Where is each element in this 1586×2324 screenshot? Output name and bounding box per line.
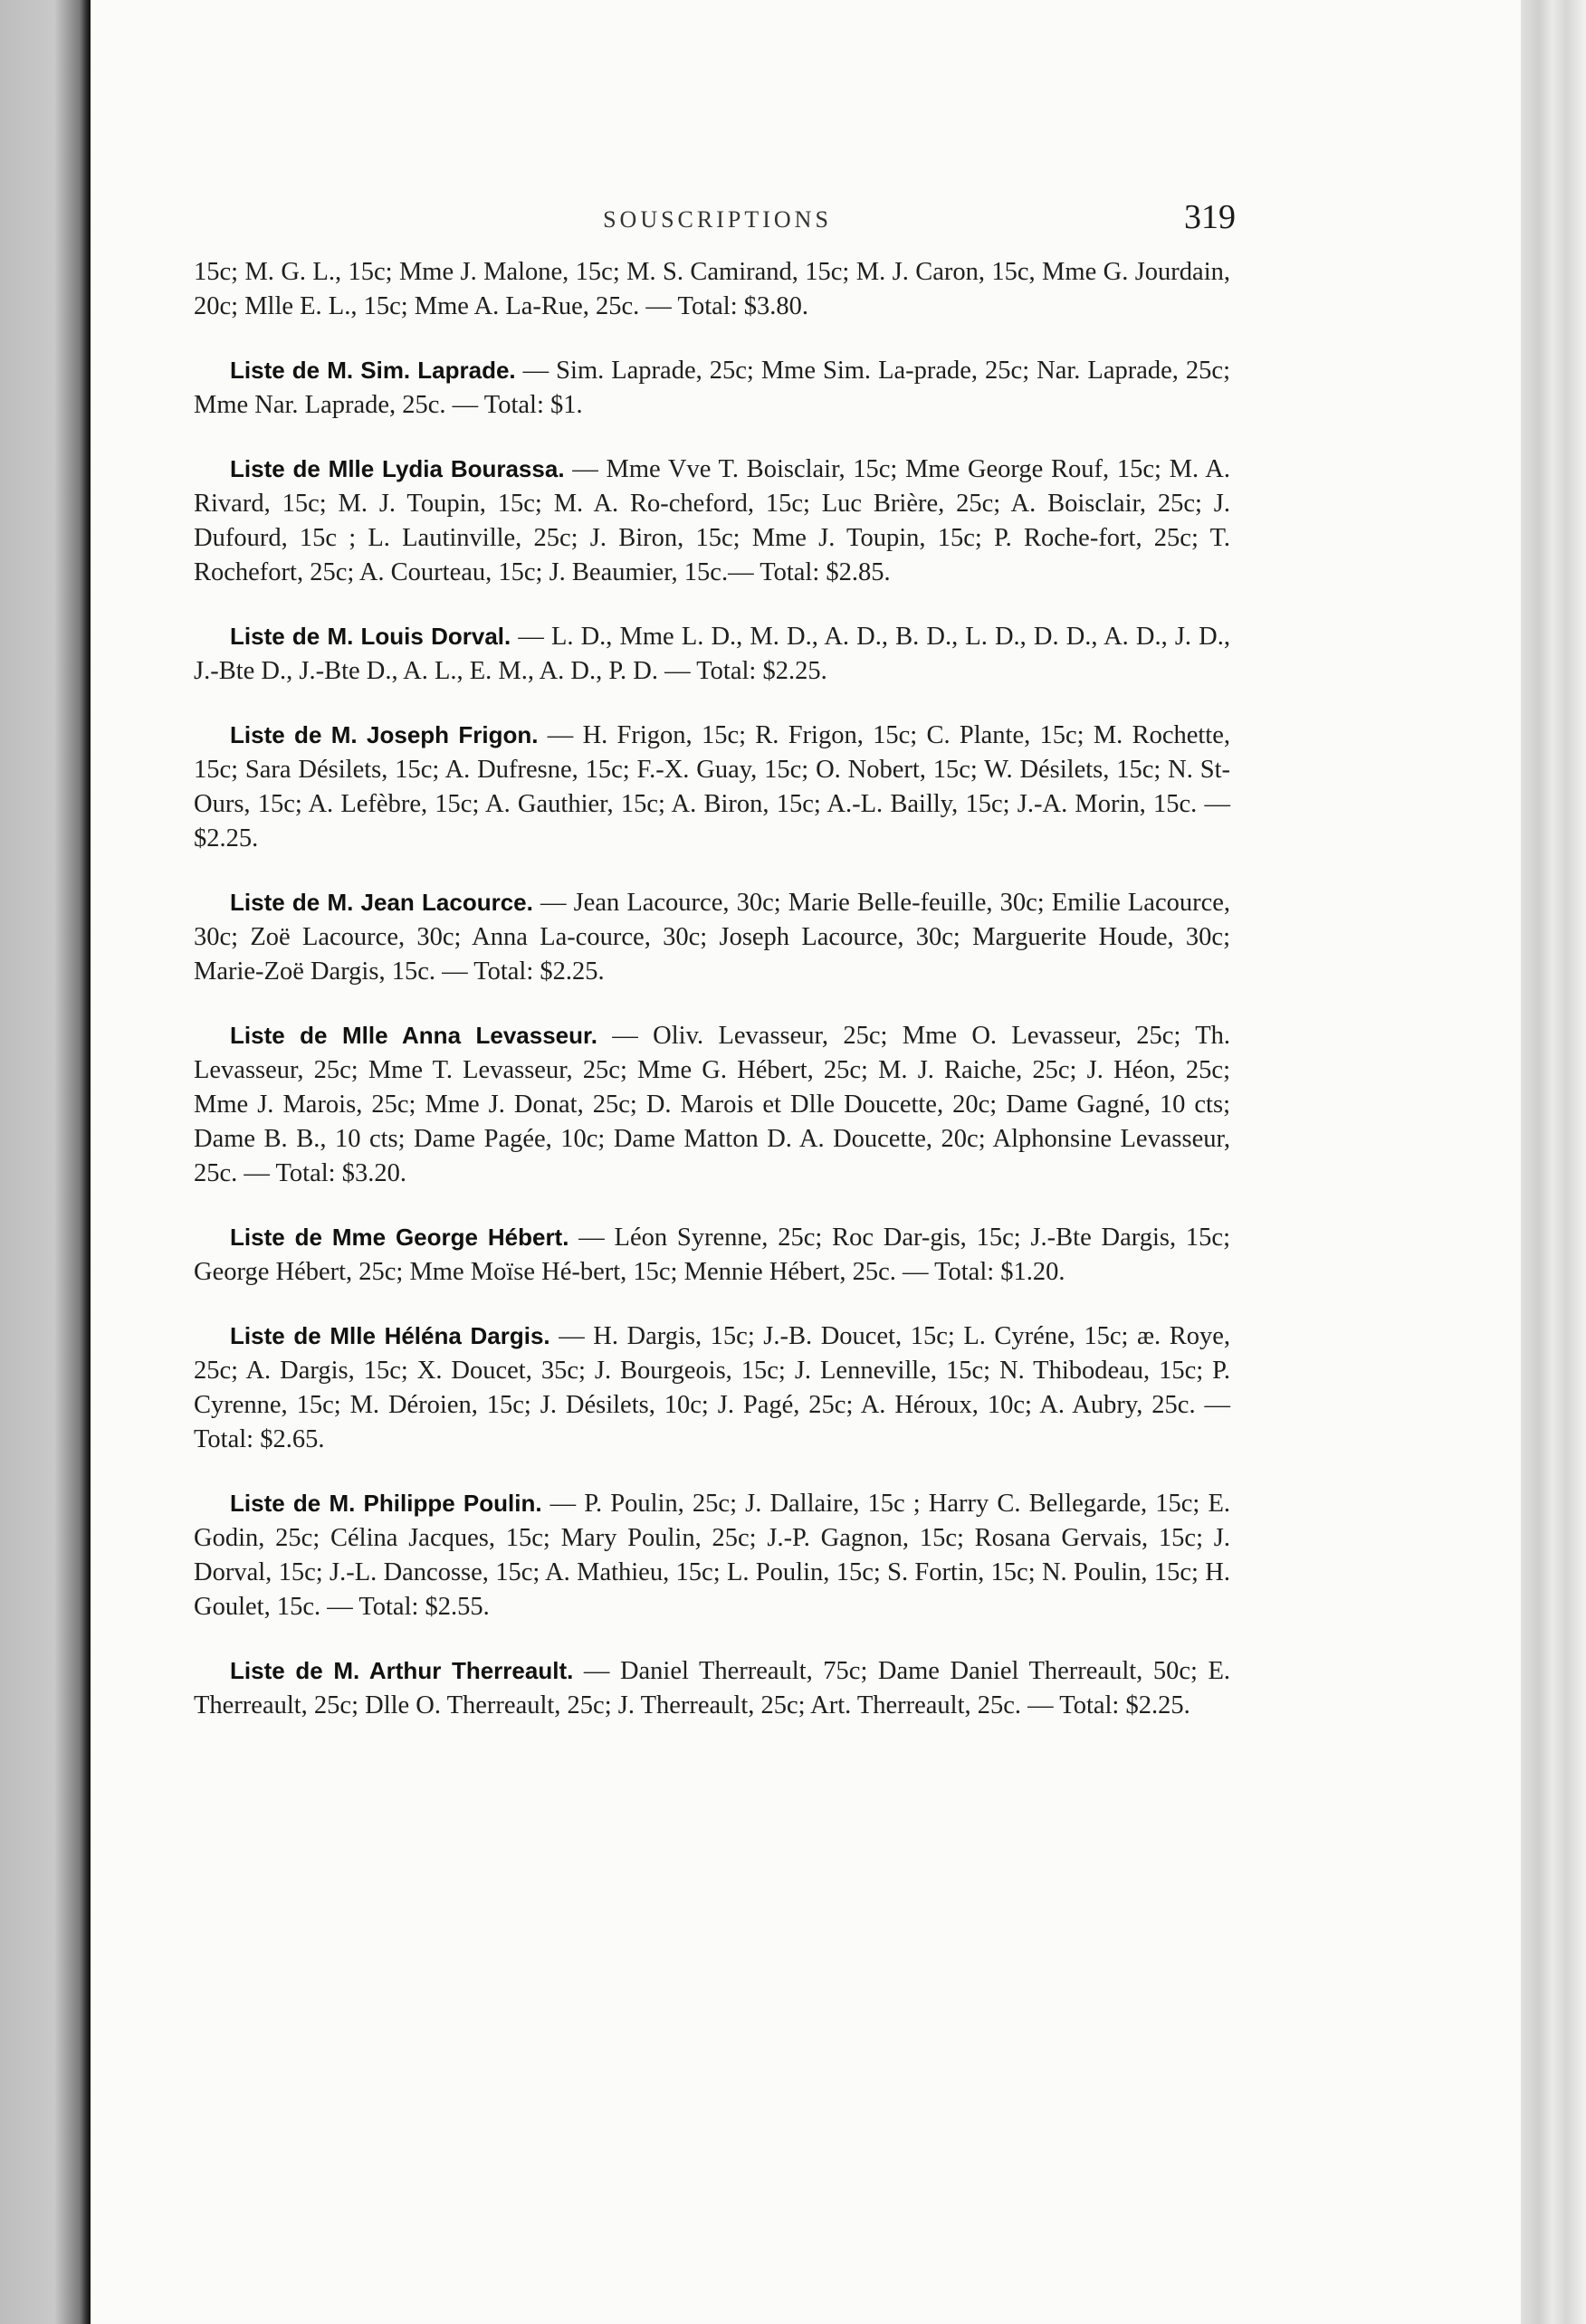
- list-entry: [194, 1486, 1230, 1624]
- page-body: [194, 255, 1230, 1752]
- entry-heading: Liste de M. Joseph Frigon.: [230, 721, 539, 748]
- list-entry: [194, 1018, 1230, 1191]
- scan-right-edge: [1521, 0, 1586, 2324]
- entry-text: — Oliv. Levasseur, 25c; Mme O. Levasseur, 25c; Th. Levasseur, 25c; Mme T. Levasseur, 25c; Mme G. Hébert, 25c; M. J. Raiche, 25c; J. Héon, 25c; Mme J. Marois, 25c; Mme J. Donat, 25c; D. Marois et Dlle Doucette, 20c; Dame Gagné, 10 cts; Dame B. B., 10 cts; Dame Pagée, 10c; Dame Matton D. A. Doucette, 20c; Alphonsine Levasseur, 25c. — Total: $3.20.: [194, 1022, 1231, 1187]
- list-entry: [194, 718, 1230, 856]
- entry-text: — Sim. Laprade, 25c; Mme Sim. La-prade, 25c; Nar. Laprade, 25c; Mme Nar. Laprade, 25c. — Total: $1.: [194, 357, 1230, 419]
- list-entry: [194, 452, 1230, 590]
- entry-heading: Liste de Mlle Héléna Dargis.: [230, 1322, 550, 1349]
- entry-text: — L. D., Mme L. D., M. D., A. D., B. D., L. D., D. D., A. D., J. D., J.-Bte D., J.-Bte D., A. L., E. M., A. D., P. D. — Total: $2.25.: [194, 623, 1230, 685]
- page-number: 319: [1184, 198, 1236, 236]
- entry-heading: Liste de M. Sim. Laprade.: [230, 357, 516, 384]
- entry-heading: Liste de M. Louis Dorval.: [230, 623, 511, 650]
- entry-text: — H. Dargis, 15c; J.-B. Doucet, 15c; L. Cyréne, 15c; æ. Roye, 25c; A. Dargis, 15c; X. Doucet, 35c; J. Bourgeois, 15c; J. Lenneville, 15c; N. Thibodeau, 15c; P. Cyrenne, 15c; M. Déroien, 15c; J. Désilets, 10c; J. Pagé, 25c; A. Héroux, 10c; A. Aubry, 25c. — Total: $2.65.: [194, 1322, 1230, 1453]
- entry-heading: Liste de M. Jean Lacource.: [230, 889, 533, 916]
- list-entry: [194, 885, 1230, 989]
- entry-text: — P. Poulin, 25c; J. Dallaire, 15c ; Harry C. Bellegarde, 15c; E. Godin, 25c; Célina Jacques, 15c; Mary Poulin, 25c; J.-P. Gagnon, 15c; Rosana Gervais, 15c; J. Dorval, 15c; J.-L. Dancosse, 15c; A. Mathieu, 15c; L. Poulin, 15c; S. Fortin, 15c; N. Poulin, 15c; H. Goulet, 15c. — Total: $2.55.: [194, 1490, 1231, 1621]
- list-entry: [194, 1653, 1230, 1723]
- list-entry: [194, 1319, 1230, 1457]
- running-head: SOUSCRIPTIONS: [603, 206, 832, 233]
- entry-text: — Daniel Therreault, 75c; Dame Daniel Therreault, 50c; E. Therreault, 25c; Dlle O. Therreault, 25c; J. Therreault, 25c; Art. Therreault, 25c. — Total: $2.25.: [194, 1657, 1231, 1719]
- entry-text: 15c; M. G. L., 15c; Mme J. Malone, 15c; M. S. Camirand, 15c; M. J. Caron, 15c, Mme G. Jourdain, 20c; Mlle E. L., 15c; Mme A. La-Rue, 25c. — Total: $3.80.: [194, 258, 1230, 320]
- list-entry: [194, 1220, 1230, 1290]
- entry-heading: Liste de M. Philippe Poulin.: [230, 1490, 542, 1517]
- list-entry: [194, 255, 1230, 324]
- scan-left-margin: [0, 0, 91, 2324]
- entry-heading: Liste de Mlle Lydia Bourassa.: [230, 455, 565, 482]
- list-entry: [194, 619, 1230, 689]
- entry-text: — Mme Vve T. Boisclair, 15c; Mme George Rouf, 15c; M. A. Rivard, 15c; M. J. Toupin, 15c; M. A. Ro-cheford, 15c; Luc Brière, 25c; A. Boisclair, 25c; J. Dufourd, 15c ; L. Lautinville, 25c; J. Biron, 15c; Mme J. Toupin, 15c; P. Roche-fort, 25c; T. Rochefort, 25c; A. Courteau, 15c; J. Beaumier, 15c.— Total: $2.85.: [194, 455, 1230, 586]
- list-entry: [194, 353, 1230, 423]
- entry-text: — Léon Syrenne, 25c; Roc Dar-gis, 15c; J.-Bte Dargis, 15c; George Hébert, 25c; Mme Moïse Hé-bert, 15c; Mennie Hébert, 25c. — Total: $1.20.: [194, 1224, 1230, 1286]
- entry-heading: Liste de Mlle Anna Levasseur.: [230, 1022, 597, 1049]
- page-header: [199, 197, 1236, 252]
- entry-heading: Liste de Mme George Hébert.: [230, 1224, 569, 1251]
- entry-heading: Liste de M. Arthur Therreault.: [230, 1657, 574, 1684]
- entry-text: — Jean Lacource, 30c; Marie Belle-feuille, 30c; Emilie Lacource, 30c; Zoë Lacource, 30c; Anna La-cource, 30c; Joseph Lacource, 30c; Marguerite Houde, 30c; Marie-Zoë Dargis, 15c. — Total: $2.25.: [194, 889, 1231, 986]
- entry-text: — H. Frigon, 15c; R. Frigon, 15c; C. Plante, 15c; M. Rochette, 15c; Sara Désilets, 15c; A. Dufresne, 15c; F.-X. Guay, 15c; O. Nobert, 15c; W. Désilets, 15c; N. St-Ours, 15c; A. Lefèbre, 15c; A. Gauthier, 15c; A. Biron, 15c; A.-L. Bailly, 15c; J.-A. Morin, 15c. — $2.25.: [194, 721, 1230, 852]
